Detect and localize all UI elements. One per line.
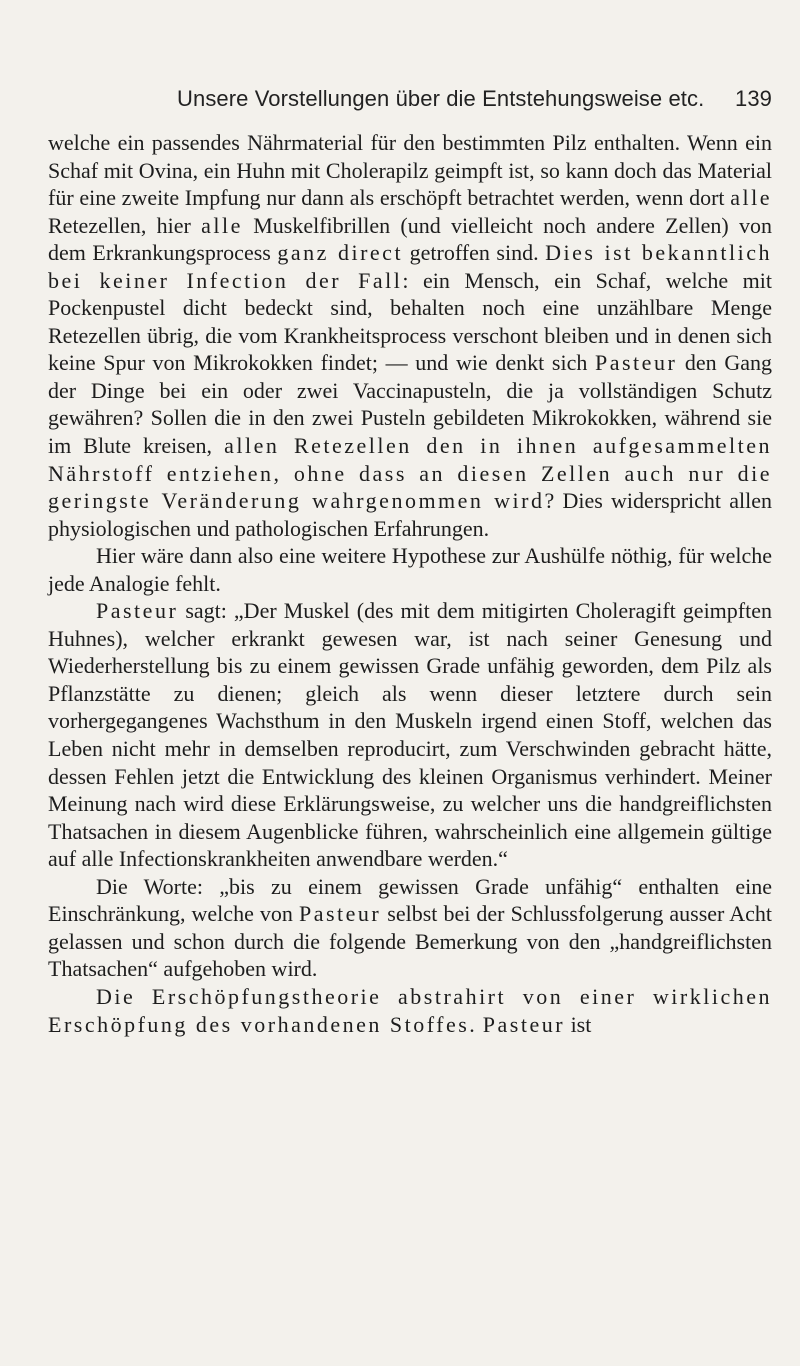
spaced-emphasis-text: Die Erschöpfungstheorie abstrahirt von einer wirklichen Erschöpfung des vorhandenen Stoffes. [48,983,772,1037]
text-segment: sagt: „Der Muskel (des mit dem mitigirten Choleragift geimpften Huhnes), welcher erkrankt gewesen war, ist nach seiner Genesung und Wiederherstellung bis zu einem gewissen Grade unfähig geworden, dem Pilz als Pflanzstätte zu dienen; gleich als wenn dieser letztere durch sein vorhergegangenes Wachsthum in den Muskeln irgend einen Stoff, welchen das Leben nicht mehr in demselben reproducirt, zum Verschwinden gebracht hätte, dessen Fehlen jetzt die Entwicklung des kleinen Organismus verhindert. Meiner Meinung nach wird diese Erklärungsweise, zu welcher uns die handgreiflichsten Thatsachen in diesem Augenblicke führen, wahrscheinlich eine allgemein gültige auf alle Infectionskrankheiten anwendbare werden.“ [48,598,772,872]
spaced-emphasis-text: Pasteur [298,901,382,927]
spaced-emphasis-text: Dies ist bekanntlich bei keiner Infection der Fall [48,240,772,293]
page-number: 139 [734,86,772,111]
spaced-emphasis-text: allen Retezellen den in ihnen aufgesammelten Nährstoff entziehen, ohne dass an diesen Zellen auch nur die geringste Veränderung wahrgenommen wird [48,433,772,514]
text-segment: : ein Mensch, ein Schaf, welche mit Pockenpustel dicht bedeckt sind, behalten noch eine unzählbare Menge Retezellen übrig, die vom Krankheitsprocess verschont bleiben und in denen sich keine Spur von Mikrokokken findet; — und wie denkt sich [48,267,772,376]
running-title: Unsere Vorstellungen über die Entstehungsweise etc. [177,86,705,111]
text-segment: ist [565,1011,592,1037]
spaced-emphasis-text: alle [730,185,772,211]
spaced-emphasis-text: Pasteur [96,598,179,624]
paragraph [48,873,772,983]
text-segment: Die Worte: „bis zu einem gewissen Grade unfähig“ enthalten eine Einschränkung, welche von [48,873,772,927]
paragraph [48,983,772,1038]
spaced-emphasis-text: alle [201,212,243,238]
spaced-emphasis-text: ganz direct [277,240,404,266]
spaced-emphasis-text: Pasteur [482,1011,566,1037]
running-header [177,86,772,112]
text-segment: ? Dies widerspricht allen physiologischen und pathologischen Erfahrungen. [48,488,773,541]
text-segment: Muskelfibrillen (und vielleicht noch andere Zellen) von dem Erkrankungsprocess [48,212,772,266]
spaced-emphasis-text: Pasteur [595,350,678,376]
text-segment: Retezellen, hier [48,212,202,238]
text-segment: welche ein passendes Nährmaterial für den bestimmten Pilz enthalten. Wenn ein Schaf mit Ovina, ein Huhn mit Cholerapilz geimpft ist, so kann doch das Material für eine zweite Impfung nur dann als erschöpft betrachtet werden, wenn dort [48,130,772,211]
text-segment: selbst bei der Schlussfolgerung ausser Acht gelassen und schon durch die folgende Bemerkung von den „handgreiflichsten Thatsachen“ aufgehoben wird. [48,901,773,982]
paragraph [48,542,772,597]
text-segment: getroffen sind. [403,240,546,266]
text-segment: den Gang der Dinge bei ein oder zwei Vaccinapusteln, die ja vollständigen Schutz gewähren? Sollen die in den zwei Pusteln gebildeten Mikrokokken, während sie im Blute kreisen, [48,350,772,459]
paragraph [48,129,772,542]
body-text [48,129,772,1038]
paragraph [48,597,772,872]
text-segment: Hier wäre dann also eine weitere Hypothese zur Aushülfe nöthig, für welche jede Analogie fehlt. [48,543,772,596]
